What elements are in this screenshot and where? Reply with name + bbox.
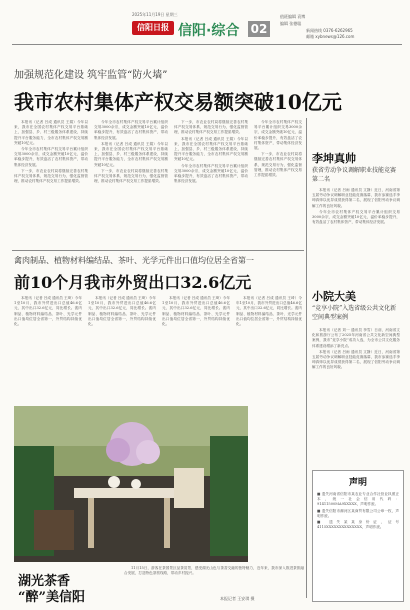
section-title: 信阳·综合 xyxy=(178,23,240,39)
lead-body-extra-2: 下一步，市农业农村局将继续完善农村集体产权交易体系，规范交易行为，强化监督管理，推动农村集体产权交易工作提质增效。 xyxy=(254,152,302,178)
sidebar-top-subtitle: 获省劳动争议调解职业技能竞赛第二名 xyxy=(312,167,397,183)
editor-line: 值班编辑 袁博 xyxy=(280,14,306,19)
contact-line-2: 新闻热线 0376-6262965 xyxy=(306,28,353,33)
paper-logo xyxy=(132,21,174,35)
lead-body-mid-3: 下一步，市农业农村局将继续完善农村集体产权交易体系，规范交易行为，强化监督管理，推动农村集体产权交易工作提质增效。 xyxy=(94,168,168,184)
photo-caption-text: 11月15日，游客在茶园景区品茶赏景，感受湖光山色与茶香交融的独特魅力，近年来，我市深入推进茶旅融合发展，打造特色茶旅线路，带动乡村振兴。 xyxy=(124,566,304,576)
lead-column-4 xyxy=(254,120,302,248)
photo-title-1: 湖光茶香 xyxy=(18,574,71,589)
lead-column-3 xyxy=(174,120,248,248)
second-story-rule xyxy=(12,250,304,251)
second-headline: 前10个月我市外贸出口32.6亿元 xyxy=(14,273,252,292)
second-body-1: 本报讯（记者 吕成 通讯员 王琦）今年1至10月，我市外贸进出口总值46.6亿元，其中出口32.6亿元，同比增长。禽肉制品、植物材料编结品、茶叶、光学元件出口值均位居全省第一，外贸结构持续优化。 xyxy=(14,296,82,327)
date-line: 2025年11月19日 星期三 xyxy=(132,12,178,17)
tea-scene-photo xyxy=(14,406,248,562)
sidebar-mid-text-2: 本报讯（记者 吕雨 通讯员 文静）近日，河南省第五届劳动争议调解职业技能竞赛落幕，我市参赛选手李坤真帅以优异成绩获得第二名，展现了信阳劳动争议调解工作的良好风貌。 xyxy=(312,349,400,370)
sidebar-top-heading: 李坤真帅 xyxy=(312,152,356,165)
sidebar-mid-text: 本报讯（记者 刘一 通讯员 李雪）日前，河南省文化和旅游厅公布了2025年河南省公共文化新空间典型案例，我市“竞享小院”成功入选，为全市公共文化服务体系建设增添了新亮点。 xyxy=(312,328,400,348)
second-body-2: 本报讯（记者 吕成 通讯员 王琦）今年1至10月，我市外贸进出口总值46.6亿元，其中出口32.6亿元，同比增长。禽肉制品、植物材料编结品、茶叶、光学元件出口值均位居全省第一，外贸结构持续优化。 xyxy=(88,296,156,327)
lead-kicker: 加强规范化建设 筑牢监管“防火墙” xyxy=(14,70,168,81)
contact-line-3: 邮箱 xybnews@126.com xyxy=(306,34,355,39)
notice-item-3: ■ 遗失某某身份证，证号4115XXXXXXXXXXXXXX，声明作废。 xyxy=(317,520,399,530)
notice-item-1: ■ 遗失河南省信阳市某农业专业合作社营业执照正本，统一社会信用代码：91411500MA9XXXXX，声明作废。 xyxy=(317,492,399,507)
sidebar-mid-heading: 小院大美 xyxy=(312,290,356,303)
sidebar-top-text: 本报讯（记者 吕雨 通讯员 文静）近日，河南省第五届劳动争议调解职业技能竞赛落幕，我市参赛选手李坤真帅以优异成绩获得第二名，展现了信阳劳动争议调解工作的良好风貌。 xyxy=(312,188,400,208)
sidebar-mid-subtitle: “竞享小院”入选省级公共文化新空间典型案例 xyxy=(312,305,397,321)
second-column-2 xyxy=(88,296,156,402)
column-divider xyxy=(306,118,307,598)
page-number: 02 xyxy=(250,22,268,36)
second-body-4: 本报讯（记者 吕成 通讯员 王琦）今年1至10月，我市外贸进出口总值46.6亿元，其中出口32.6亿元，同比增长。禽肉制品、植物材料编结品、茶叶、光学元件出口值均位居全省第一，外贸结构持续优化。 xyxy=(236,296,302,327)
notice-box xyxy=(312,470,404,602)
second-column-4 xyxy=(236,296,302,402)
photo-credit: 本报记者 王安琪 摄 xyxy=(220,596,255,601)
lead-body-right-3: 今年全市农村集体产权交易平台累计组织交易3000余宗，成交金额突破10亿元，溢价率稳步提升，有效盘活了农村集体资产，带动集体经济发展。 xyxy=(174,163,248,184)
lead-headline: 我市农村集体产权交易额突破10亿元 xyxy=(14,90,342,114)
lead-body-mid: 今年全市农村集体产权交易平台累计组织交易3000余宗，成交金额突破10亿元，溢价率稳步提升，有效盘活了农村集体资产，带动集体经济发展。 xyxy=(94,120,168,140)
notice-body xyxy=(313,488,403,592)
second-column-1 xyxy=(14,296,82,402)
sidebar-mid-body xyxy=(312,328,400,464)
page-number-box xyxy=(248,21,270,37)
lead-body-right: 下一步，市农业农村局将继续完善农村集体产权交易体系，规范交易行为，强化监督管理，推动农村集体产权交易工作提质增效。 xyxy=(174,120,248,135)
contact-line-1: 编辑 张德聪 xyxy=(280,21,302,26)
lead-body-right-2: 本报讯（记者 吕成 通讯员 王娟）今年以来，我市在全国农村集体产权交易平台基础上，加强县、乡、村三级服务体系建设，持续提升平台服务能力，全市农村集体产权交易额突破10亿元。 xyxy=(174,136,248,162)
paper-logo-text: 信阳日报 xyxy=(137,23,169,32)
photo-title-2: “醉”美信阳 xyxy=(18,590,85,605)
lead-body-mid-2: 本报讯（记者 吕成 通讯员 王娟）今年以来，我市在全国农村集体产权交易平台基础上，加强县、乡、村三级服务体系建设，持续提升平台服务能力，全市农村集体产权交易额突破10亿元。 xyxy=(94,141,168,167)
masthead-rule xyxy=(12,44,402,45)
lead-column-2 xyxy=(94,120,168,248)
notice-item-2: ■ 遗失信阳市浉河区某商贸有限公司公章一枚，声明作废。 xyxy=(317,508,399,518)
lead-body-left-2: 今年全市农村集体产权交易平台累计组织交易3000余宗，成交金额突破10亿元，溢价率稳步提升，有效盘活了农村集体资产，带动集体经济发展。 xyxy=(14,147,88,167)
lead-body-left-3: 下一步，市农业农村局将继续完善农村集体产权交易体系，规范交易行为，强化监督管理，推动农村集体产权交易工作提质增效。 xyxy=(14,168,88,184)
lead-column-1 xyxy=(14,120,88,248)
photo-caption xyxy=(124,566,304,592)
lead-body-extra: 今年全市农村集体产权交易平台累计组织交易3000余宗，成交金额突破10亿元，溢价率稳步提升，有效盘活了农村集体资产，带动集体经济发展。 xyxy=(254,120,302,151)
second-kicker: 禽肉制品、植物材料编结品、茶叶、光学元件出口值均位居全省第一 xyxy=(14,256,254,265)
second-column-3 xyxy=(162,296,230,402)
second-body-3: 本报讯（记者 吕成 通讯员 王琦）今年1至10月，我市外贸进出口总值46.6亿元，其中出口32.6亿元，同比增长。禽肉制品、植物材料编结品、茶叶、光学元件出口值均位居全省第一，外贸结构持续优化。 xyxy=(162,296,230,327)
lead-body-left: 本报讯（记者 吕成 通讯员 王娟）今年以来，我市在全国农村集体产权交易平台基础上，加强县、乡、村三级服务体系建设，持续提升平台服务能力，全市农村集体产权交易额突破10亿元。 xyxy=(14,120,88,145)
sidebar-top-text-2: 今年全市农村集体产权交易平台累计组织交易3000余宗，成交金额突破10亿元，溢价率稳步提升，有效盘活了农村集体资产，带动集体经济发展。 xyxy=(312,209,400,225)
sidebar-top-body xyxy=(312,188,400,278)
notice-title: 声明 xyxy=(348,478,367,488)
news-photo xyxy=(14,406,248,562)
